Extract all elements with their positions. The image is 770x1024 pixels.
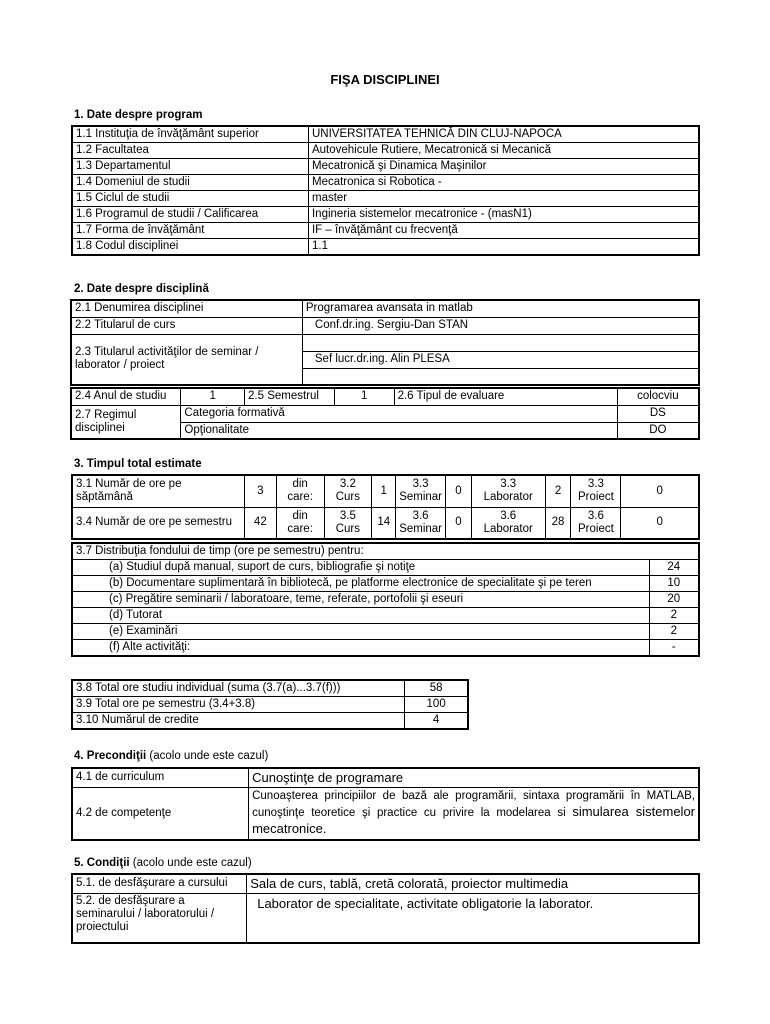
section-2-table-a	[70, 299, 700, 386]
table-row	[72, 143, 699, 159]
section-2-heading: 2. Date despre disciplină	[74, 283, 209, 295]
r42-label: 4.2 de competenţe	[72, 787, 249, 840]
section-4-heading	[74, 750, 268, 762]
program-field-value: Autovehicule Rutiere, Mecatronică si Mecanică	[308, 143, 699, 159]
page-title: FIŞA DISCIPLINEI	[330, 72, 440, 87]
r25-label: 2.5 Semestrul	[245, 388, 335, 405]
total-value: 58	[405, 680, 468, 697]
distribution-label: (a) Studiul după manual, suport de curs, bibliografie şi notiţe	[72, 560, 649, 576]
table-row	[72, 592, 699, 608]
r26-value: colocviu	[617, 388, 699, 405]
section-3-distribution-table	[71, 542, 700, 657]
r24-label: 2.4 Anul de studiu	[71, 388, 181, 405]
r27-cat-label: Categoria formativă	[181, 405, 617, 422]
r31-label: 3.1 Număr de ore pe săptămână	[72, 475, 244, 507]
distribution-hours: -	[649, 640, 699, 657]
r34-sem-label: 3.6 Seminar	[396, 507, 446, 539]
section-2-table-b	[70, 387, 700, 440]
r27-label: 2.7 Regimul disciplinei	[71, 405, 181, 439]
distribution-label: (f) Alte activităţi:	[72, 640, 649, 657]
program-field-value: Mecatronica si Robotica -	[308, 175, 699, 191]
table-row	[72, 159, 699, 175]
table-row	[72, 608, 699, 624]
table-row	[72, 713, 468, 730]
r34-label: 3.4 Număr de ore pe semestru	[72, 507, 244, 539]
distribution-hours: 10	[649, 576, 699, 592]
r34-sem: 0	[446, 507, 472, 539]
distribution-hours: 24	[649, 560, 699, 576]
total-label: 3.9 Total ore pe semestru (3.4+3.8)	[72, 697, 405, 713]
r31-sem-label: 3.3 Seminar	[396, 475, 446, 507]
section-3-hours-table	[71, 474, 700, 540]
program-field-label: 1.2 Facultatea	[72, 143, 308, 159]
table-row	[72, 624, 699, 640]
r31-din: din care:	[276, 475, 324, 507]
program-field-value: IF – învăţământ cu frecvenţă	[308, 223, 699, 239]
r31-lab: 2	[545, 475, 571, 507]
r42-value-tail: simularea sistemelor mecatronice.	[252, 803, 696, 836]
r31-sem: 0	[446, 475, 472, 507]
r31-value: 3	[244, 475, 276, 507]
r22-value: Conf.dr.ing. Sergiu-Dan STAN	[302, 317, 699, 334]
section-4-heading-title: 4. Precondiţii	[74, 750, 147, 762]
section-3-totals-table	[71, 679, 469, 730]
program-field-label: 1.8 Codul disciplinei	[72, 239, 308, 256]
table-row	[72, 126, 699, 143]
section-5-heading	[74, 857, 252, 869]
r31-curs: 1	[372, 475, 396, 507]
table-row	[72, 223, 699, 239]
r23-value: Sef lucr.dr.ing. Alin PLESA	[302, 351, 699, 368]
r31-curs-label: 3.2 Curs	[324, 475, 372, 507]
r41-value: Cunoştinţe de programare	[249, 768, 699, 787]
table-row	[72, 680, 468, 697]
table-row	[72, 560, 699, 576]
r27-opt-value: DO	[617, 422, 699, 439]
total-value: 4	[405, 713, 468, 730]
total-label: 3.8 Total ore studiu individual (suma (3.7(a)...3.7(f)))	[72, 680, 405, 697]
section-5-heading-title: 5. Condiţii	[74, 857, 130, 869]
total-label: 3.10 Numărul de credite	[72, 713, 405, 730]
r42-value: Cunoaşterea principiilor de bază ale programării, sintaxa programării în MATLAB, cunoştinţe teoretice şi practice cu privire la modelarea si	[252, 789, 695, 819]
r23-label: 2.3 Titularul activităţilor de seminar / laborator / proiect	[71, 334, 302, 385]
section-4-table	[71, 767, 700, 841]
r41-label: 4.1 de curriculum	[72, 768, 249, 787]
program-field-label: 1.1 Instituţia de învăţământ superior	[72, 126, 308, 143]
table-row	[72, 239, 699, 256]
distribution-label: (e) Examinări	[72, 624, 649, 640]
program-field-value: Ingineria sistemelor mecatronice - (masN1)	[308, 207, 699, 223]
r24-value: 1	[181, 388, 245, 405]
section-5-heading-note: (acolo unde este cazul)	[129, 857, 252, 869]
r23-empty-1	[302, 334, 699, 351]
table-row	[72, 576, 699, 592]
r31-lab-label: 3.3 Laborator	[471, 475, 545, 507]
r26-label: 2.6 Tipul de evaluare	[394, 388, 617, 405]
program-field-label: 1.3 Departamentul	[72, 159, 308, 175]
r23-empty-2	[302, 368, 699, 385]
r21-label: 2.1 Denumirea disciplinei	[71, 300, 302, 317]
table-row	[72, 697, 468, 713]
r31-pr: 0	[621, 475, 699, 507]
r31-pr-label: 3.3 Proiect	[571, 475, 621, 507]
program-field-label: 1.7 Forma de învăţământ	[72, 223, 308, 239]
distribution-label: (c) Pregătire seminarii / laboratoare, teme, referate, portofolii şi eseuri	[72, 592, 649, 608]
program-field-value: 1.1	[308, 239, 699, 256]
total-value: 100	[405, 697, 468, 713]
program-field-label: 1.6 Programul de studii / Calificarea	[72, 207, 308, 223]
r52-label: 5.2. de desfăşurare a seminarului / laboratorului / proiectului	[72, 893, 247, 943]
program-field-value: master	[308, 191, 699, 207]
table-row	[72, 175, 699, 191]
program-field-value: UNIVERSITATEA TEHNICĂ DIN CLUJ-NAPOCA	[308, 126, 699, 143]
r51-value: Sala de curs, tablă, cretă colorată, proiector multimedia	[247, 874, 699, 893]
r34-curs: 14	[372, 507, 396, 539]
distribution-label: (d) Tutorat	[72, 608, 649, 624]
r37-label: 3.7 Distribuţia fondului de timp (ore pe semestru) pentru:	[72, 543, 699, 560]
section-1-heading: 1. Date despre program	[74, 109, 203, 121]
r34-pr-label: 3.6 Proiect	[571, 507, 621, 539]
section-4-heading-note: (acolo unde este cazul)	[146, 750, 269, 762]
r25-value: 1	[334, 388, 394, 405]
r34-curs-label: 3.5 Curs	[324, 507, 372, 539]
r34-value: 42	[244, 507, 276, 539]
r34-lab: 28	[545, 507, 571, 539]
distribution-label: (b) Documentare suplimentară în bibliotecă, pe platforme electronice de specialitate şi pe teren	[72, 576, 649, 592]
section-1-table	[71, 125, 700, 256]
r34-pr: 0	[621, 507, 699, 539]
r27-opt-label: Opţionalitate	[181, 422, 617, 439]
table-row	[72, 207, 699, 223]
r21-value: Programarea avansata in matlab	[302, 300, 699, 317]
distribution-hours: 20	[649, 592, 699, 608]
distribution-hours: 2	[649, 624, 699, 640]
program-field-label: 1.5 Ciclul de studii	[72, 191, 308, 207]
program-field-label: 1.4 Domeniul de studii	[72, 175, 308, 191]
r27-cat-value: DS	[617, 405, 699, 422]
section-3-heading: 3. Timpul total estimate	[74, 458, 202, 470]
section-5-table	[71, 873, 700, 944]
program-field-value: Mecatronică şi Dinamica Maşinilor	[308, 159, 699, 175]
table-row	[72, 191, 699, 207]
r51-label: 5.1. de desfăşurare a cursului	[72, 874, 247, 893]
r52-value: Laborator de specialitate, activitate obligatorie la laborator.	[247, 893, 699, 943]
r34-din: din care:	[276, 507, 324, 539]
distribution-hours: 2	[649, 608, 699, 624]
r34-lab-label: 3.6 Laborator	[471, 507, 545, 539]
table-row	[72, 640, 699, 657]
r22-label: 2.2 Titularul de curs	[71, 317, 302, 334]
